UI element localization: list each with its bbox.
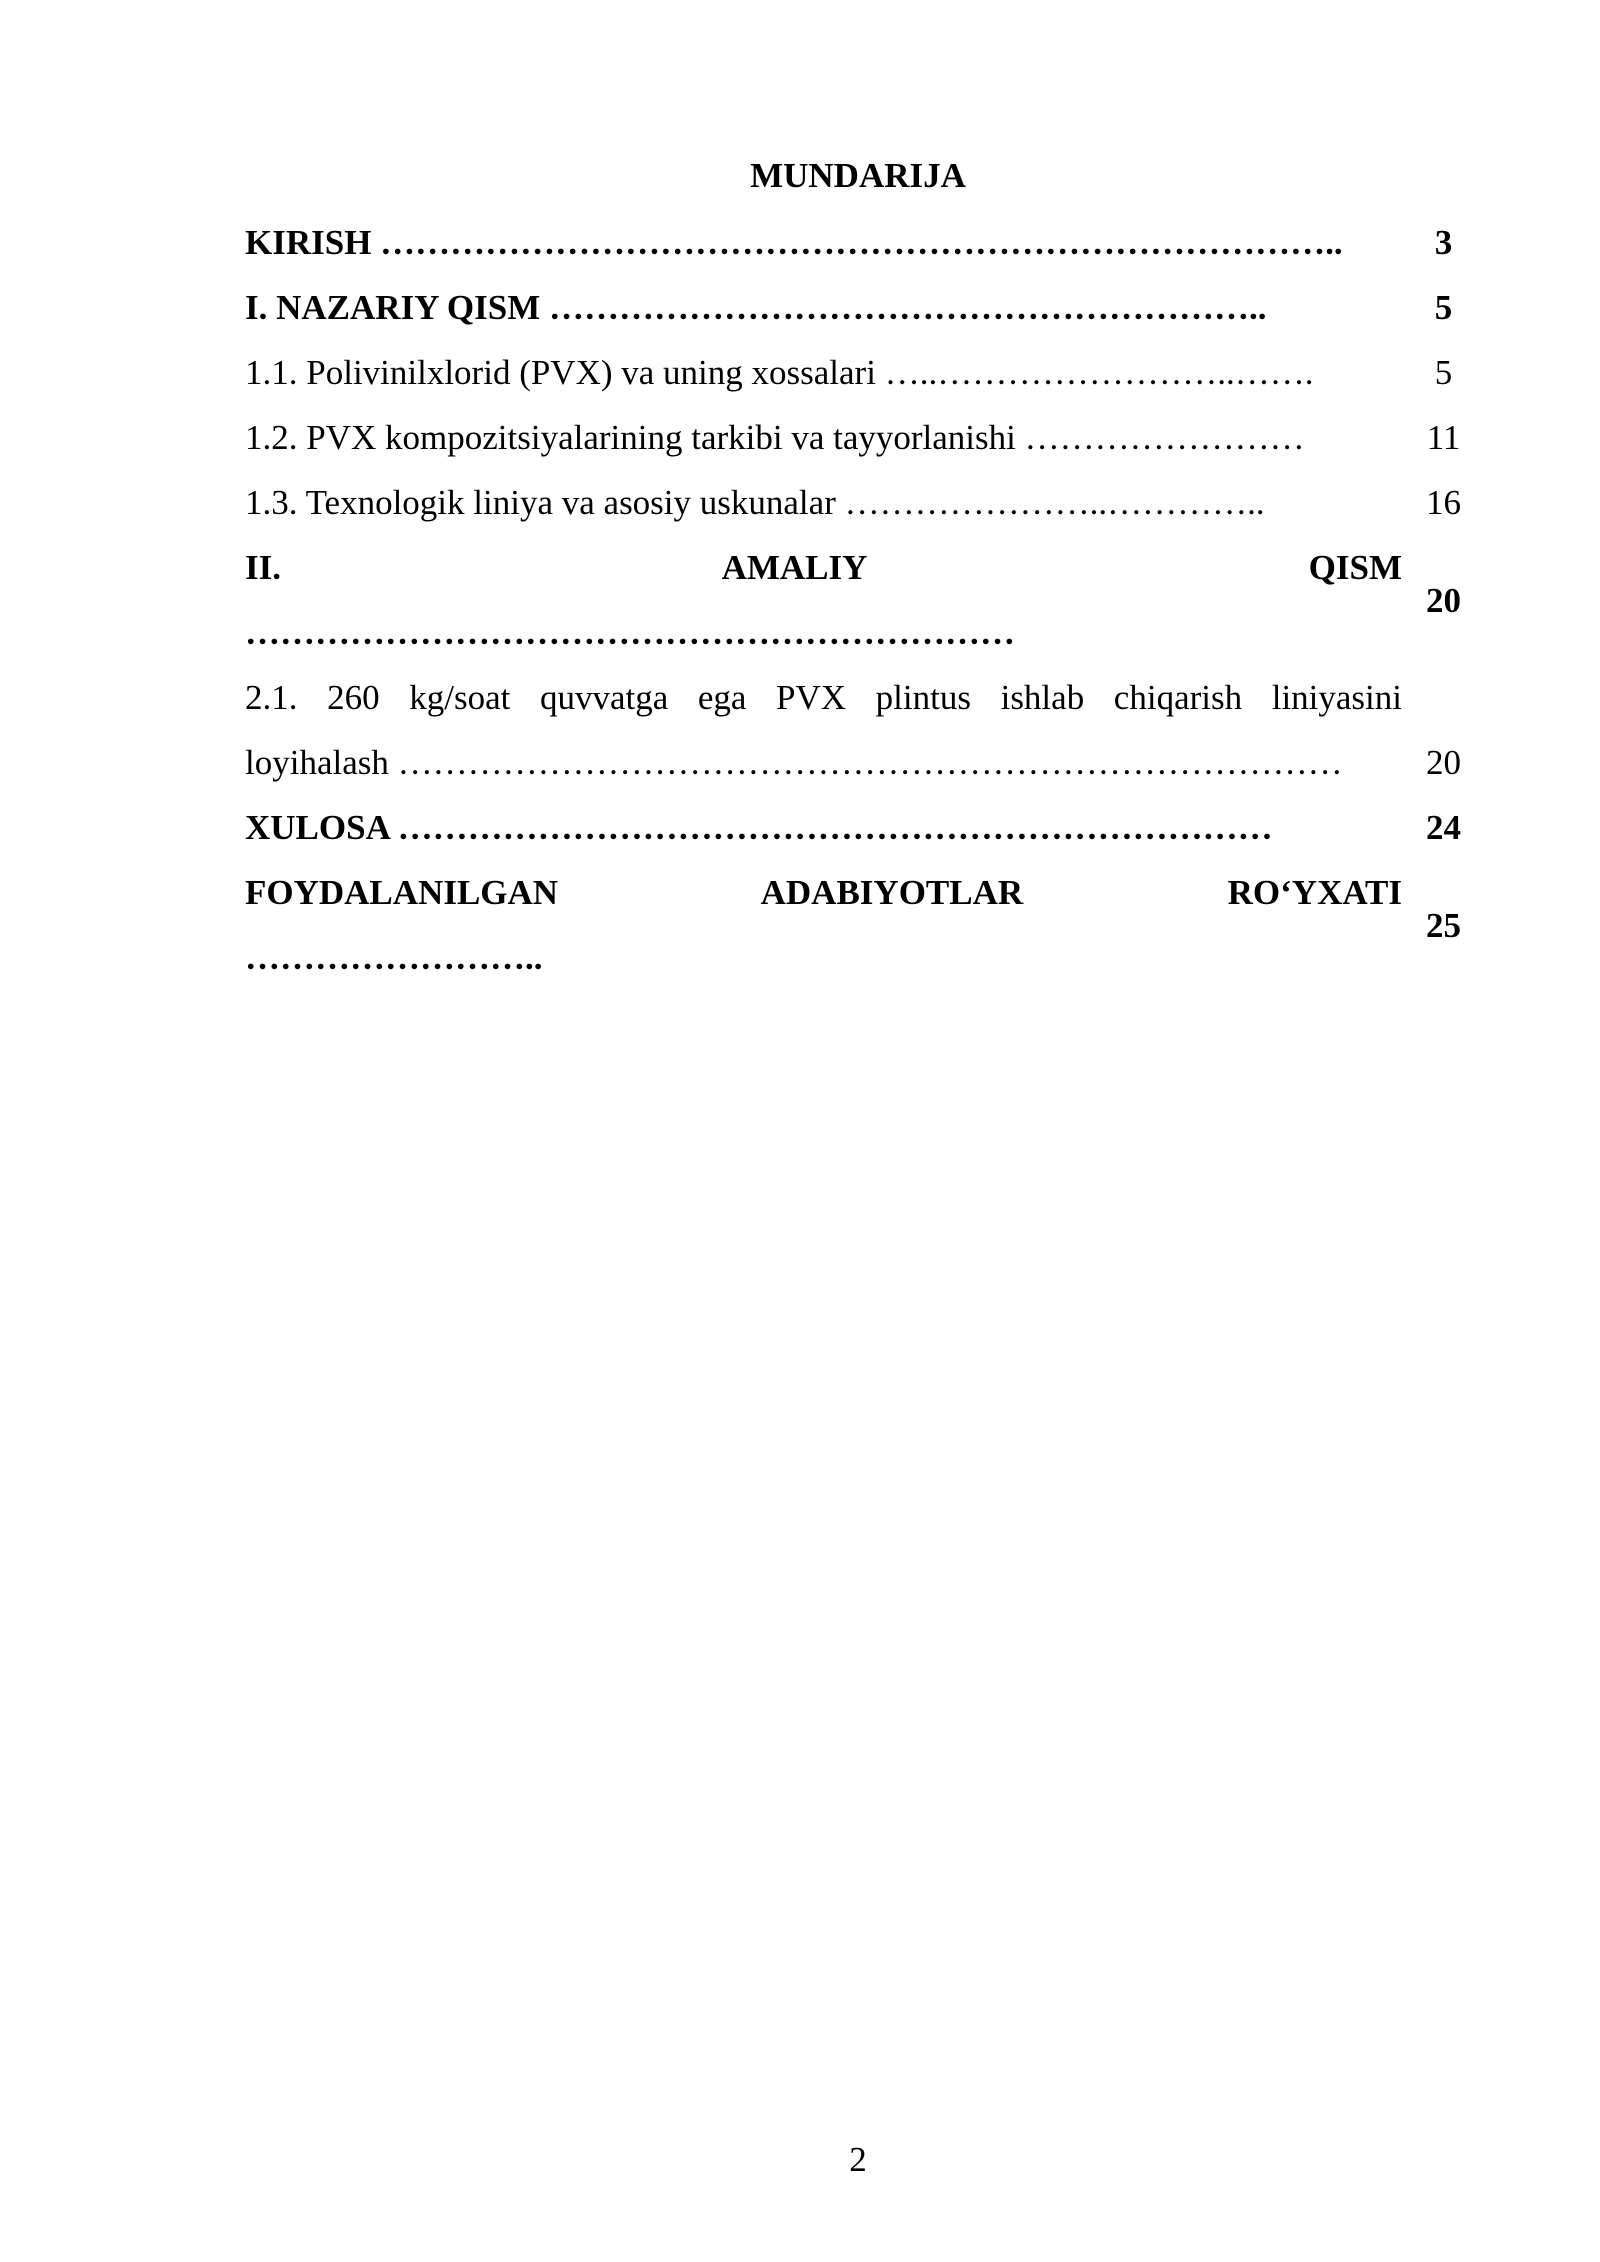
toc-entry-text: I. NAZARIY QISM ……………………………………………………..: [245, 288, 1267, 327]
toc-entry-text: 1.2. PVX kompozitsiyalarining tarkibi va tayyorlanishi ……………………: [245, 418, 1305, 457]
toc-entry-page: 3: [1434, 223, 1453, 262]
toc-entry-text: [245, 860, 1402, 990]
toc-entry-page: 5: [1434, 353, 1453, 392]
toc-entry-page: 20: [1426, 580, 1461, 620]
toc-entry-text: [245, 665, 1402, 795]
toc-entry-1-3: [245, 470, 1485, 535]
toc-entry-page: 24: [1426, 808, 1461, 847]
toc-entry-text: 1.1. Polivinilxlorid (PVX) va uning xossalari …..……………………..…….: [245, 353, 1314, 392]
toc-entry-text: XULOSA …………………………………………………………………: [245, 808, 1273, 847]
toc-entry-continuation: loyihalash ………………………………………………………………………: [245, 743, 1343, 782]
toc-entry-heading: FOYDALANILGAN ADABIYOTLAR RO‘YXATI: [245, 873, 1402, 912]
toc-entry-page: 16: [1426, 483, 1461, 522]
toc-entry-text: 1.3. Texnologik liniya va asosiy uskunalar …………………..…………..: [245, 483, 1265, 522]
toc-entry-kirish: [245, 210, 1485, 275]
toc-entry-1-1: [245, 340, 1485, 405]
toc-entry-text: [245, 535, 1402, 665]
toc-entry-page: 5: [1434, 288, 1453, 327]
toc-entry-leader-dots: ……………………..: [245, 938, 543, 977]
toc-entry-1-2: [245, 405, 1485, 470]
toc-entry-nazariy-qism: [245, 275, 1485, 340]
toc-entry-leader-dots: …………………………………………………………: [245, 613, 1015, 652]
toc-entry-text: KIRISH ………………………………………………………………………..: [245, 223, 1343, 262]
toc-entry-page: 20: [1426, 743, 1461, 782]
toc-entry-heading: II. AMALIY QISM: [245, 548, 1402, 587]
toc-entry-heading: 2.1. 260 kg/soat quvvatga ega PVX plintus ishlab chiqarish liniyasini: [245, 678, 1402, 717]
toc-entry-amaliy-qism: [245, 535, 1485, 665]
toc-entry-xulosa: [245, 795, 1485, 860]
toc-entry-page: 11: [1426, 418, 1461, 457]
toc-entry-2-1: [245, 665, 1485, 795]
toc-title: MUNDARIJA: [750, 156, 966, 195]
page-number: 2: [849, 2140, 867, 2179]
table-of-contents: [245, 210, 1485, 990]
toc-entry-page: 25: [1426, 905, 1461, 945]
toc-entry-adabiyotlar: [245, 860, 1485, 990]
